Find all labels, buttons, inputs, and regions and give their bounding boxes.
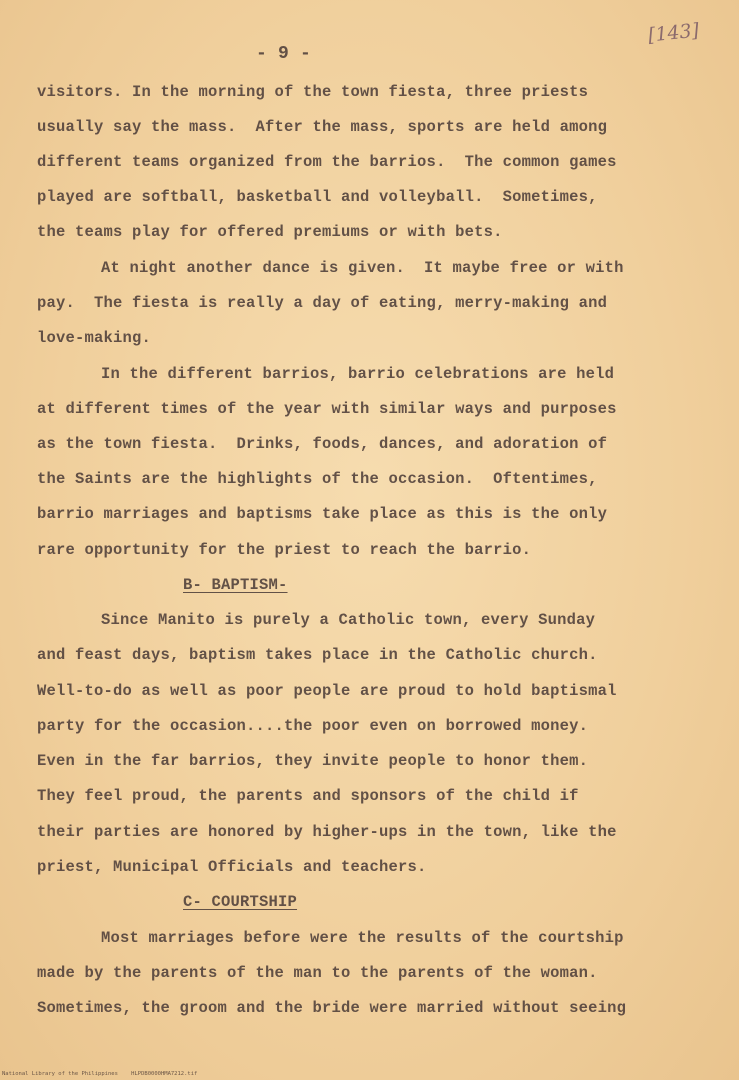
text-line: They feel proud, the parents and sponsors of the child if [37, 787, 579, 805]
text-line: visitors. In the morning of the town fiesta, three priests [37, 83, 589, 101]
text-line: the Saints are the highlights of the occasion. Oftentimes, [37, 470, 598, 488]
text-line: and feast days, baptism takes place in the Catholic church. [37, 646, 598, 664]
text-line: Most marriages before were the results of the courtship [101, 929, 624, 947]
text-line: different teams organized from the barrios. The common games [37, 153, 617, 171]
section-heading-baptism: B- BAPTISM- [183, 576, 288, 594]
text-line: party for the occasion....the poor even on borrowed money. [37, 717, 589, 735]
text-line: love-making. [37, 329, 152, 347]
archive-footer: National Library of the Philippines HLPDB0000HMA7212.tif [2, 1071, 198, 1077]
text-line: barrio marriages and baptisms take place as this is the only [37, 505, 608, 523]
text-line: as the town fiesta. Drinks, foods, dances, and adoration of [37, 435, 608, 453]
text-line: usually say the mass. After the mass, sports are held among [37, 118, 608, 136]
text-line: At night another dance is given. It maybe free or with [101, 259, 624, 277]
text-line: pay. The fiesta is really a day of eating, merry-making and [37, 294, 608, 312]
text-line: Sometimes, the groom and the bride were married without seeing [37, 999, 627, 1017]
text-line: Even in the far barrios, they invite people to honor them. [37, 752, 589, 770]
text-line: In the different barrios, barrio celebrations are held [101, 365, 615, 383]
archive-page-number: [143] [646, 19, 701, 47]
text-line: priest, Municipal Officials and teachers. [37, 858, 427, 876]
text-line: Since Manito is purely a Catholic town, every Sunday [101, 611, 596, 629]
text-line: Well-to-do as well as poor people are proud to hold baptismal [37, 682, 617, 700]
text-line: their parties are honored by higher-ups in the town, like the [37, 823, 617, 841]
text-line: made by the parents of the man to the parents of the woman. [37, 964, 598, 982]
page-number: - 9 - [256, 44, 312, 64]
section-heading-courtship: C- COURTSHIP [183, 893, 298, 911]
text-line: the teams play for offered premiums or with bets. [37, 223, 503, 241]
text-line: played are softball, basketball and volleyball. Sometimes, [37, 188, 598, 206]
text-line: rare opportunity for the priest to reach the barrio. [37, 541, 532, 559]
text-line: at different times of the year with similar ways and purposes [37, 400, 617, 418]
